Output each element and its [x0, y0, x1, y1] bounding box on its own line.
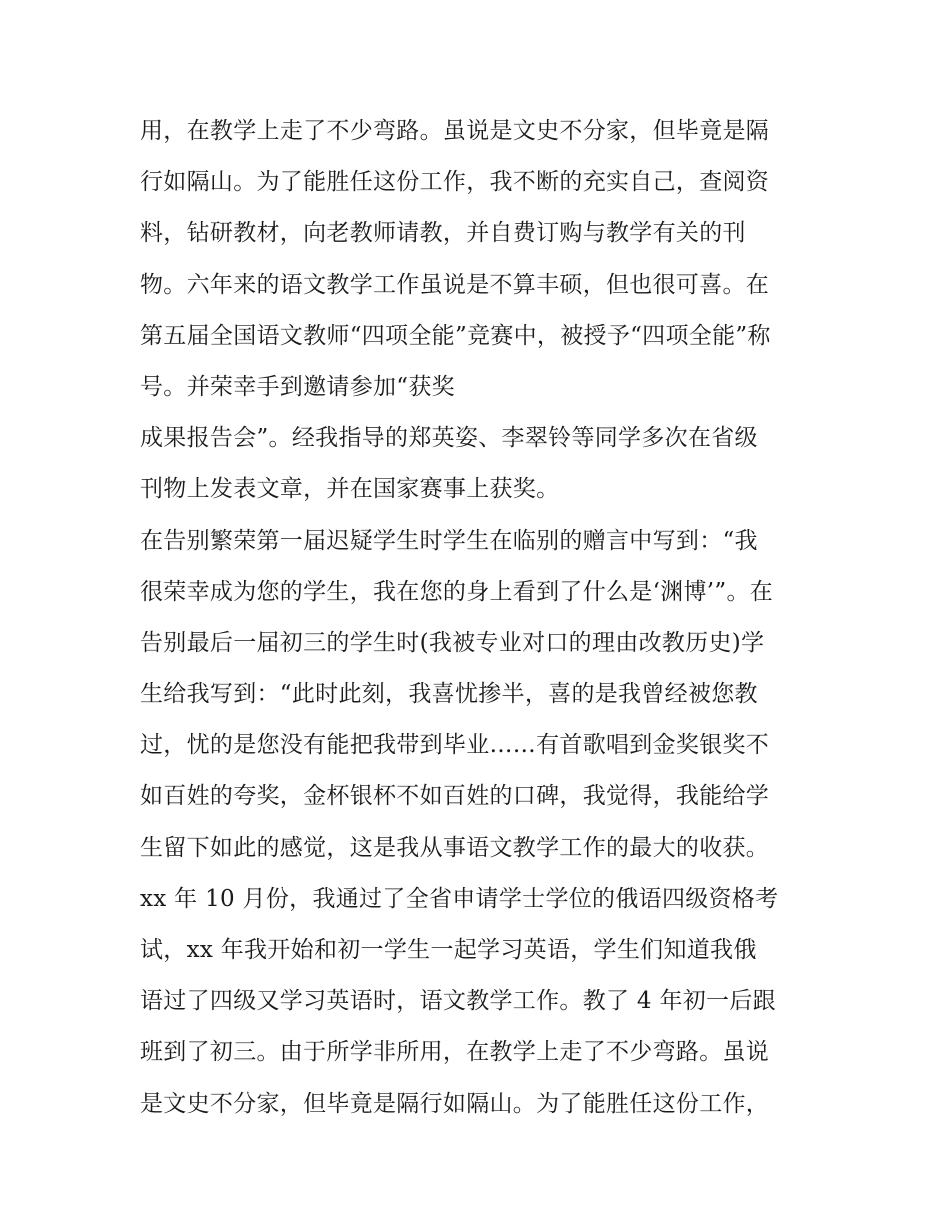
text-line: 第五届全国语文教师“四项全能”竞赛中，被授予“四项全能”称: [140, 322, 771, 349]
text-line: 语过了四级又学习英语时，语文教学工作。教了 4 年初一后跟: [140, 988, 776, 1015]
text-line: 是文史不分家，但毕竟是隔行如隔山。为了能胜任这份工作，: [140, 1090, 770, 1117]
text-line: 号。并荣幸手到邀请参加“获奖: [140, 373, 455, 400]
text-line: 料，钻研教材，向老教师请教，并自费订购与教学有关的刊: [140, 220, 746, 247]
body-text: [140, 106, 830, 1130]
text-line: xx 年 10 月份，我通过了全省申请学士学位的俄语四级资格考: [140, 885, 779, 912]
text-line: 生留下如此的感觉，这是我从事语文教学工作的最大的收获。: [140, 834, 770, 861]
text-line: 在告别繁荣第一届迟疑学生时学生在临别的赠言中写到：“我: [140, 527, 758, 554]
text-line: 刊物上发表文章，并在国家赛事上获奖。: [140, 476, 560, 503]
text-line: 班到了初三。由于所学非所用，在教学上走了不少弯路。虽说: [140, 1039, 770, 1066]
text-line: 生给我写到：“此时此刻，我喜忧掺半，喜的是我曾经被您教: [140, 681, 758, 708]
text-line: 物。六年来的语文教学工作虽说是不算丰硕，但也很可喜。在: [140, 271, 770, 298]
text-line: 用，在教学上走了不少弯路。虽说是文史不分家，但毕竟是隔: [140, 118, 770, 144]
text-line: 如百姓的夸奖，金杯银杯不如百姓的口碑，我觉得，我能给学: [140, 783, 770, 810]
text-line: 行如隔山。为了能胜任这份工作，我不断的充实自己，查阅资: [140, 169, 770, 196]
text-line: 告别最后一届初三的学生时(我被专业对口的理由改教历史)学: [140, 629, 765, 656]
text-line: 成果报告会”。经我指导的郑英姿、李翠铃等同学多次在省级: [140, 425, 758, 452]
text-line: 试，xx 年我开始和初一学生一起学习英语，学生们知道我俄: [140, 937, 757, 963]
text-line: 很荣幸成为您的学生，我在您的身上看到了什么是‘渊博’”。在: [140, 578, 774, 605]
text-line: 过，忧的是您没有能把我带到毕业……有首歌唱到金奖银奖不: [140, 732, 770, 759]
